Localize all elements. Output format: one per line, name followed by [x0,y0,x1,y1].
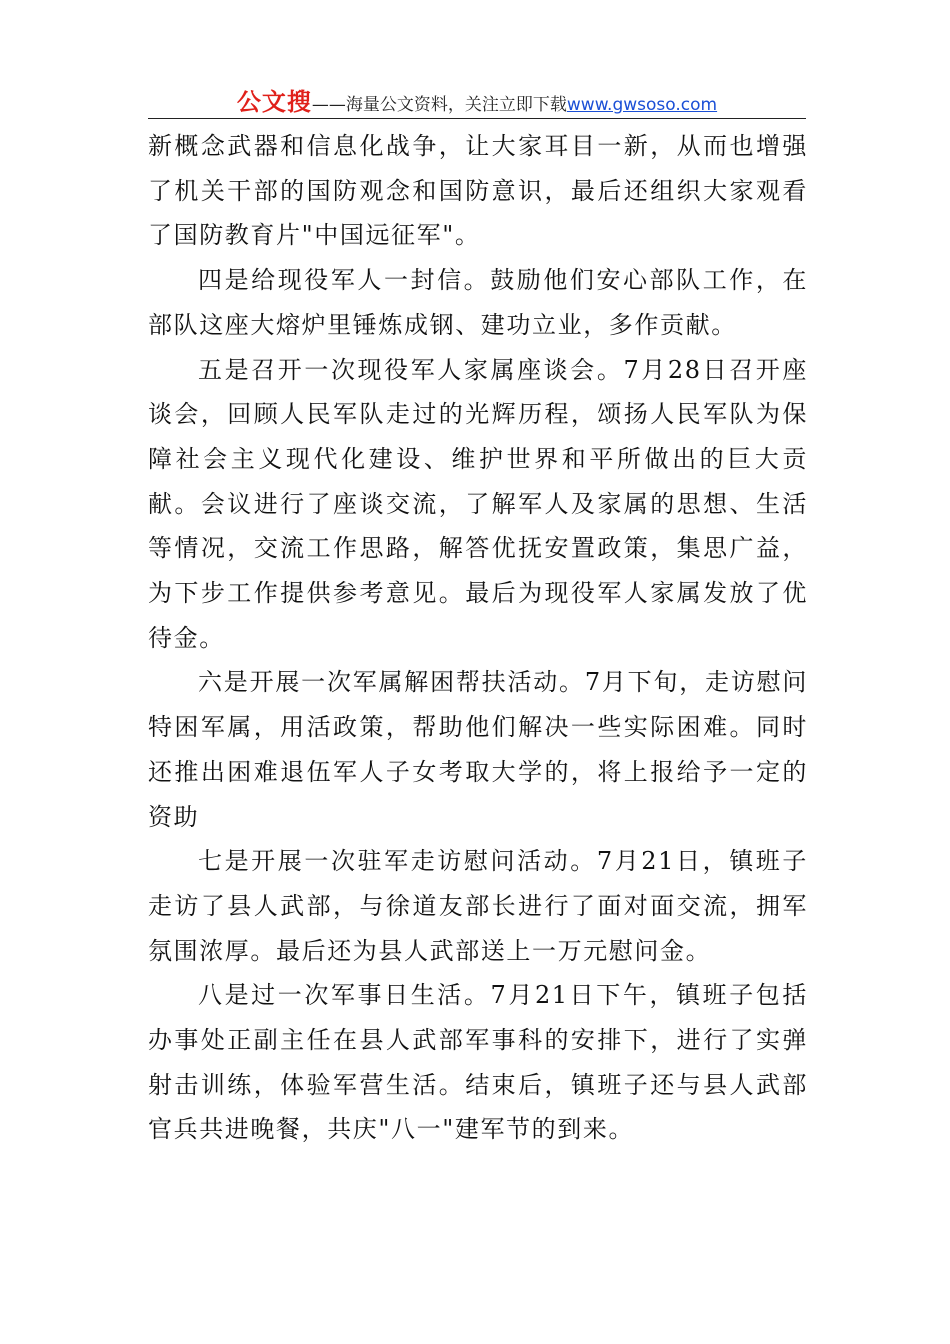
page-header [148,82,806,119]
paragraph-item-7: 七是开展一次驻军走访慰问活动。7月21日，镇班子走访了县人武部，与徐道友部长进行了面对面交流，拥军氛围浓厚。最后还为县人武部送上一万元慰问金。 [148,847,808,965]
site-link[interactable]: www.gwsoso.com [566,95,718,115]
paragraph-item-6: 六是开展一次军属解困帮扶活动。7月下旬，走访慰问特困军属，用活政策，帮助他们解决一些实际困难。同时还推出困难退伍军人子女考取大学的，将上报给予一定的资助 [148,668,808,831]
paragraph-item-4: 四是给现役军人一封信。鼓励他们安心部队工作，在部队这座大熔炉里锤炼成钢、建功立业，多作贡献。 [148,266,808,339]
header-tagline: ——海量公文资料，关注立即下载 [311,95,567,115]
paragraph-item-5: 五是召开一次现役军人家属座谈会。7月28日召开座谈会，回顾人民军队走过的光辉历程，颂扬人民军队为保障社会主义现代化建设、维护世界和平所做出的巨大贡献。会议进行了座谈交流，了解军人及家属的思想、生活等情况，交流工作思路，解答优抚安置政策，集思广益，为下步工作提供参考意见。最后为现役军人家属发放了优待金。 [148,355,808,652]
paragraph-item-8: 八是过一次军事日生活。7月21日下午，镇班子包括办事处正副主任在县人武部军事科的安排下，进行了实弹射击训练，体验军营生活。结束后，镇班子还与县人武部官兵共进晚餐，共庆"八一"建军节的到来。 [148,981,808,1144]
document-body [148,124,808,1152]
brand-logo: 公文搜 [236,88,312,116]
paragraph-continuation: 新概念武器和信息化战争，让大家耳目一新，从而也增强了机关干部的国防观念和国防意识，最后还组织大家观看了国防教育片"中国远征军"。 [148,132,808,250]
